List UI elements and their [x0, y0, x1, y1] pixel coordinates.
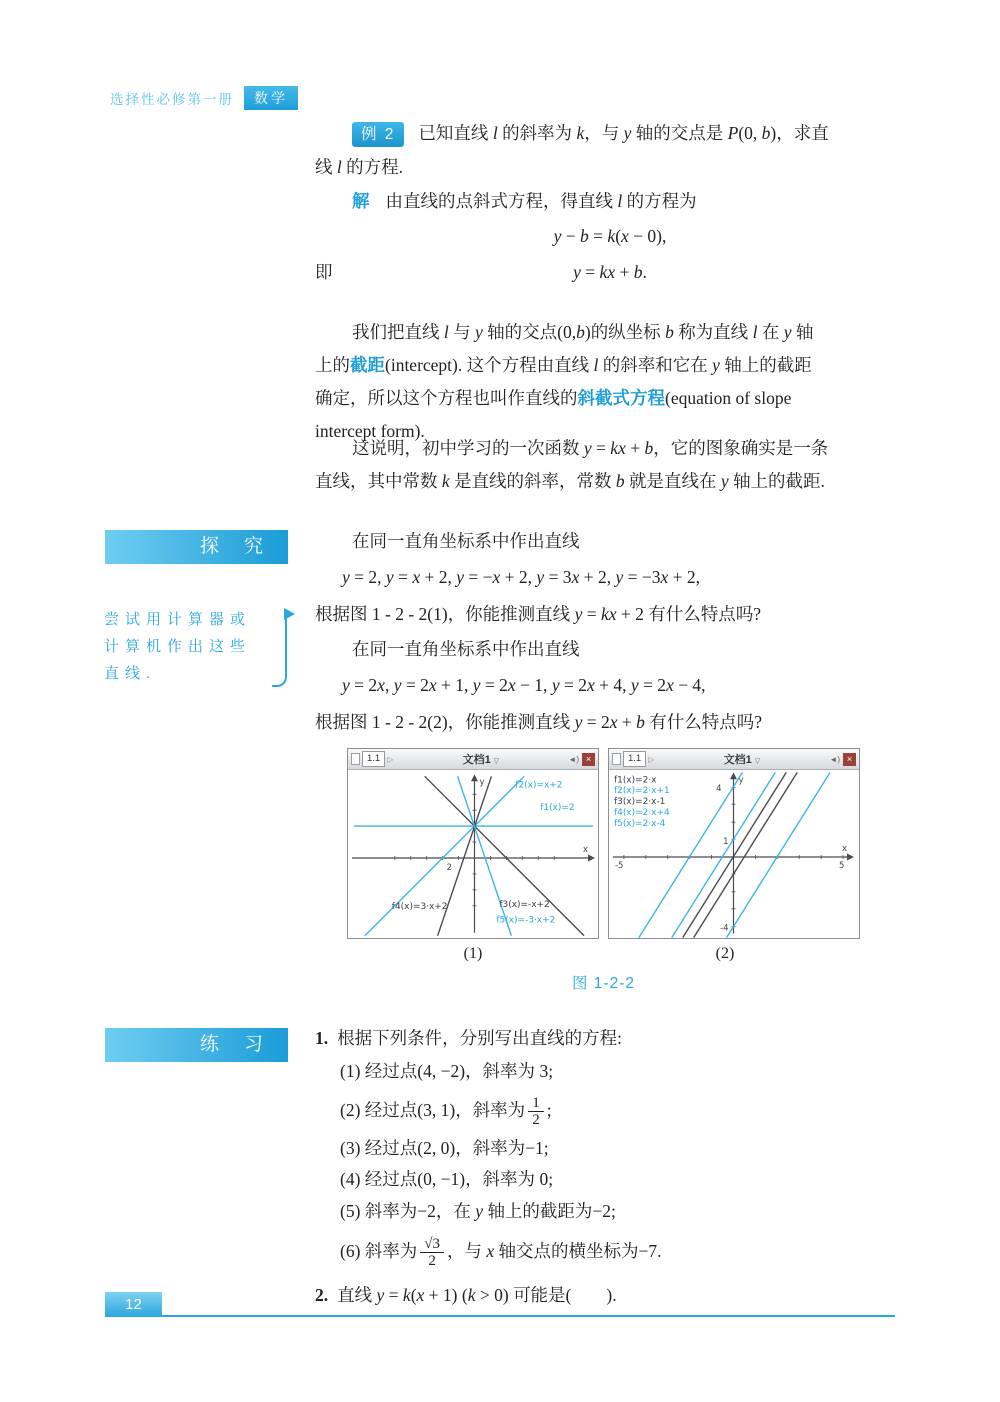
calculator-titlebar-2	[609, 749, 859, 770]
note-bracket	[272, 619, 287, 687]
page-icon	[612, 753, 621, 765]
y-tick-neg4: -4	[720, 922, 729, 933]
label-f2: f2(x)=2·x+1	[613, 786, 670, 797]
equation-slope-intercept: y = kx + b.	[573, 262, 647, 282]
practice-item-3: (3) 经过点(2, 0)，斜率为−1;	[340, 1138, 549, 1158]
doc-title: 文档1 ▽	[462, 754, 500, 766]
page-header	[110, 86, 298, 110]
titlebar-icons	[829, 753, 856, 766]
example-badge: 例 2	[352, 122, 404, 147]
x-axis-label: x	[583, 844, 589, 855]
explore-line-5: y = 2x, y = 2x + 1, y = 2x − 1, y = 2x + 4, y = 2x − 4,	[342, 675, 706, 695]
solution-label: 解	[352, 191, 370, 211]
doc-title: 文档1 ▽	[723, 754, 761, 766]
explore-line-2: y = 2, y = x + 2, y = −x + 2, y = 3x + 2, y = −3x + 2,	[342, 567, 701, 587]
y-tick-4: 4	[716, 783, 722, 794]
solution-intro-text: 由直线的点斜式方程，得直线 l 的方程为	[385, 191, 697, 211]
figure-caption: 图 1-2-2	[572, 975, 635, 992]
label-f4: f4(x)=3·x+2	[391, 901, 448, 912]
label-f2: f2(x)=x+2	[515, 780, 563, 791]
speaker-icon: ◄)	[829, 754, 840, 764]
calculator-titlebar-1	[348, 749, 598, 770]
chevron-right-icon: ▷	[648, 754, 655, 764]
speaker-icon: ◄)	[568, 754, 579, 764]
q1-text: 根据下列条件，分别写出直线的方程:	[337, 1028, 622, 1048]
q1-number: 1.	[315, 1028, 329, 1048]
close-icon: ×	[843, 753, 856, 766]
para1-line-4: intercept form).	[315, 421, 425, 441]
footer-rule	[162, 1315, 895, 1317]
y-tick-1: 1	[723, 836, 729, 847]
graph-lines-through-point	[348, 770, 597, 938]
solution-line	[315, 184, 905, 218]
example-block	[315, 116, 905, 290]
para2-line-1: 这说明，初中学习的一次函数 y = kx + b，它的图象确实是一条	[352, 438, 829, 458]
equation-slope-intercept-row	[315, 254, 905, 290]
explore-line-3: 根据图 1 - 2 - 2(1)，你能推测直线 y = kx + 2 有什么特点吗?	[315, 604, 762, 624]
book-series-title: 选择性必修第一册	[110, 92, 234, 107]
explore-line-4: 在同一直角坐标系中作出直线	[352, 639, 580, 659]
margin-note-line-3: 直线.	[104, 665, 157, 682]
label-f4: f4(x)=2·x+4	[613, 808, 670, 819]
x-tick-neg5: -5	[614, 859, 624, 870]
explore-line-6: 根据图 1 - 2 - 2(2)，你能推测直线 y = 2x + b 有什么特点吗?	[315, 712, 763, 732]
subject-badge: 数学	[244, 86, 298, 110]
explore-line-1: 在同一直角坐标系中作出直线	[352, 531, 580, 551]
practice-q2	[315, 1274, 915, 1316]
calculator-screen-2	[608, 748, 860, 939]
figure-sublabel-1: (1)	[463, 945, 483, 962]
para2-line-2: 直线，其中常数 k 是直线的斜率，常数 b 就是直线在 y 轴上的截距.	[315, 471, 825, 491]
titlebar-icons	[568, 753, 595, 766]
practice-item-5: (5) 斜率为−2，在 y 轴上的截距为−2;	[340, 1201, 616, 1221]
example-problem-line-1	[315, 116, 905, 150]
practice-item-6: (6) 斜率为 $\frac{√3}{2}$ ，与 x 轴交点的横坐标为−7.	[340, 1236, 662, 1270]
explore-content	[315, 524, 905, 740]
tab-label: 1.1	[623, 751, 646, 767]
practice-section-header: 练 习	[105, 1028, 288, 1062]
figure-1-2-2	[347, 748, 860, 993]
paragraph-intercept-definition	[315, 316, 905, 448]
tab-label: 1.1	[362, 751, 385, 767]
para1-line-3: 确定，所以这个方程也叫作直线的斜截式方程(equation of slope	[315, 388, 792, 408]
paragraph-linear-function	[315, 432, 905, 498]
x-axis-label: x	[842, 843, 848, 854]
q2-number: 2.	[315, 1285, 329, 1305]
label-f3: f3(x)=2·x-1	[613, 797, 666, 808]
figure-sublabel-2: (2)	[715, 945, 735, 962]
example-problem-line-2: 线 l 的方程.	[315, 157, 403, 177]
practice-item-1: (1) 经过点(4, −2)，斜率为 3;	[340, 1061, 554, 1081]
x-tick-2: 2	[446, 861, 452, 872]
explore-section-header: 探 究	[105, 530, 288, 564]
label-f1: f1(x)=2·x	[613, 775, 657, 786]
example-problem-text-1: 已知直线 l 的斜率为 k，与 y 轴的交点是 P(0, b)，求直	[418, 123, 829, 143]
practice-content	[315, 1022, 915, 1316]
label-f5: f5(x)=2·x-4	[613, 819, 666, 830]
para1-line-1: 我们把直线 l 与 y 轴的交点(0,b)的纵坐标 b 称为直线 l 在 y 轴	[352, 322, 814, 342]
y-axis-label: y	[738, 774, 744, 785]
margin-note-line-1: 尝试用计算器或	[104, 611, 252, 628]
figure-sublabels	[347, 945, 860, 963]
close-icon: ×	[582, 753, 595, 766]
page-number: 12	[105, 1292, 162, 1317]
margin-note	[104, 606, 284, 687]
label-f3: f3(x)=-x+2	[499, 899, 550, 910]
label-f5: f5(x)=-3·x+2	[496, 915, 556, 926]
label-f1: f1(x)=2	[540, 803, 575, 814]
ji-label: 即	[315, 262, 333, 282]
practice-item-4: (4) 经过点(0, −1)，斜率为 0;	[340, 1169, 554, 1189]
practice-item-2: (2) 经过点(3, 1)，斜率为 $\frac{1}{2}$ ;	[340, 1095, 552, 1129]
page-icon	[351, 753, 360, 765]
calculator-screen-1	[347, 748, 599, 939]
para1-line-2: 上的截距(intercept). 这个方程由直线 l 的斜率和它在 y 轴上的截距	[315, 355, 812, 375]
practice-q1	[315, 1022, 915, 1055]
chevron-down-icon: ▽	[754, 758, 761, 765]
y-axis-label: y	[479, 776, 485, 787]
graph-parallel-lines	[609, 770, 858, 938]
margin-note-line-2: 计算机作出这些	[104, 638, 252, 655]
equation-point-slope: y − b = k(x − 0),	[553, 226, 667, 246]
chevron-right-icon: ▷	[387, 754, 394, 764]
q2-text: 直线 y = k(x + 1) (k > 0) 可能是( ).	[337, 1285, 617, 1305]
chevron-down-icon: ▽	[493, 758, 500, 765]
x-tick-5: 5	[839, 859, 845, 870]
